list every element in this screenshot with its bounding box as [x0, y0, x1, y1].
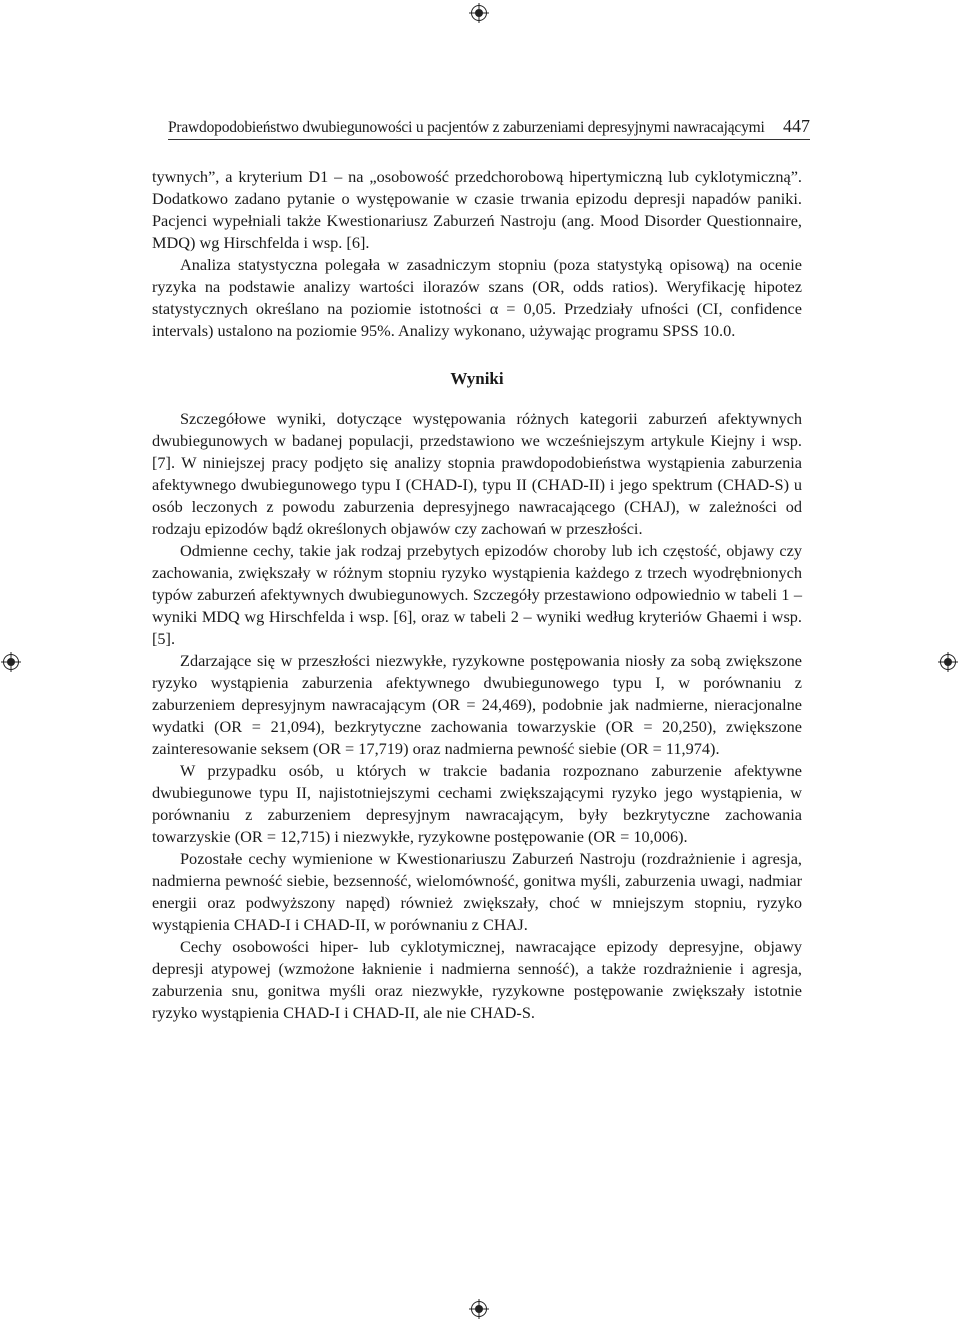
page-number: 447: [783, 116, 810, 136]
registration-mark-icon: [471, 1301, 487, 1317]
paragraph: tywnych”, a kryterium D1 – na „osobowość przedchorobową hipertymiczną lub cyklotymiczną”. Dodatkowo zadano pytanie o występowanie w czasie trwania epizodu depresji napadów paniki. Pacjenci wypełniali także Kwestionariusz Zaburzeń Nastroju (ang. Mood Disorder Questionnaire, MDQ) wg Hirschfelda i wsp. [6].: [152, 167, 802, 252]
paragraph: Analiza statystyczna polegała w zasadniczym stopniu (poza statystyką opisową) na ocenie ryzyka na podstawie analizy wartości ilorazów szans (OR, odds ratios). Weryfikację hipotez statystycznych określano na poziomie istotności α = 0,05. Przedziały ufności (CI, confidence intervals) ustalono na poziomie 95%. Analizy wykonano, używając programu SPSS 10.0.: [152, 255, 802, 340]
paragraph: Szczegółowe wyniki, dotyczące występowania różnych kategorii zaburzeń afektywnych dwubiegunowych w badanej populacji, przedstawiono we wcześniejszym artykule Kiejny i wsp. [7]. W niniejszej pracy podjęto się analizy stopnia prawdopodobieństwa wystąpienia zaburzenia afektywnego dwubiegunowego typu I (CHAD-I), typu II (CHAD-II) i jego spektrum (CHAD-S) u osób leczonych z powodu zaburzenia depresyjnego nawracającego (CHAJ), w zależności od rodzaju epizodów bądź określonych objawów czy zachowań w przeszłości.: [152, 409, 802, 538]
registration-mark-icon: [940, 654, 956, 670]
paragraph: Pozostałe cechy wymienione w Kwestionariuszu Zaburzeń Nastroju (rozdrażnienie i agresja, nadmierna pewność siebie, bezsenność, wielomówność, gonitwa myśli, zaburzenia uwagi, nadmiar energii oraz podwyższony napęd) również zwiększały, choć w mniejszym stopniu, ryzyko wystąpienia CHAD-I i CHAD-II, w porównaniu z CHAJ.: [152, 849, 802, 934]
registration-mark-icon: [3, 654, 19, 670]
paragraph: Zdarzające się w przeszłości niezwykłe, ryzykowne postępowania niosły za sobą zwiększone ryzyko wystąpienia zaburzenia afektywnego dwubiegunowego typu I, w porównaniu z zaburzeniem depresyjnym nawracającym (OR = 24,469), podobnie jak nadmierne, nieracjonalne wydatki (OR = 21,094), bezkrytyczne zachowania towarzyskie (OR = 20,250), zwiększone zainteresowanie seksem (OR = 17,719) oraz nadmierna pewność siebie (OR = 11,974).: [152, 651, 802, 758]
section-heading: Wyniki: [450, 369, 504, 388]
registration-mark-icon: [471, 5, 487, 21]
article-body: [152, 166, 802, 1024]
paragraph: Cechy osobowości hiper- lub cyklotymicznej, nawracające epizody depresyjne, objawy depresji atypowej (wzmożone łaknienie i nadmierna senność), a także rozdrażnienie i agresja, zaburzenia snu, gonitwa myśli oraz niezwykłe, ryzykowne postępowanie zwiększały istotnie ryzyko wystąpienia CHAD-I i CHAD-II, ale nie CHAD-S.: [152, 937, 802, 1022]
paragraph: Odmienne cechy, takie jak rodzaj przebytych epizodów choroby lub ich częstość, objawy czy zachowania, zwiększały w różnym stopniu ryzyko wystąpienia każdego z trzech wyodrębnionych typów zaburzeń afektywnych dwubiegunowych. Szczegóły przestawiono odpowiednio w tabeli 1 – wyniki MDQ wg Hirschfelda i wsp. [6], oraz w tabeli 2 – wyniki według kryteriów Ghaemi i wsp. [5].: [152, 541, 802, 648]
paragraph: W przypadku osób, u których w trakcie badania rozpoznano zaburzenie afektywne dwubiegunowe typu II, najistotniejszymi cechami zwiększającymi ryzyko jego wystąpienia, w porównaniu z zaburzeniem depresyjnym nawracającym, były bezkrytyczne zachowania towarzyskie (OR = 12,715) i niezwykłe, ryzykowne postępowanie (OR = 10,006).: [152, 761, 802, 846]
running-title: Prawdopodobieństwo dwubiegunowości u pacjentów z zaburzeniami depresyjnymi nawracającymi: [168, 119, 765, 136]
running-header: [168, 116, 810, 140]
